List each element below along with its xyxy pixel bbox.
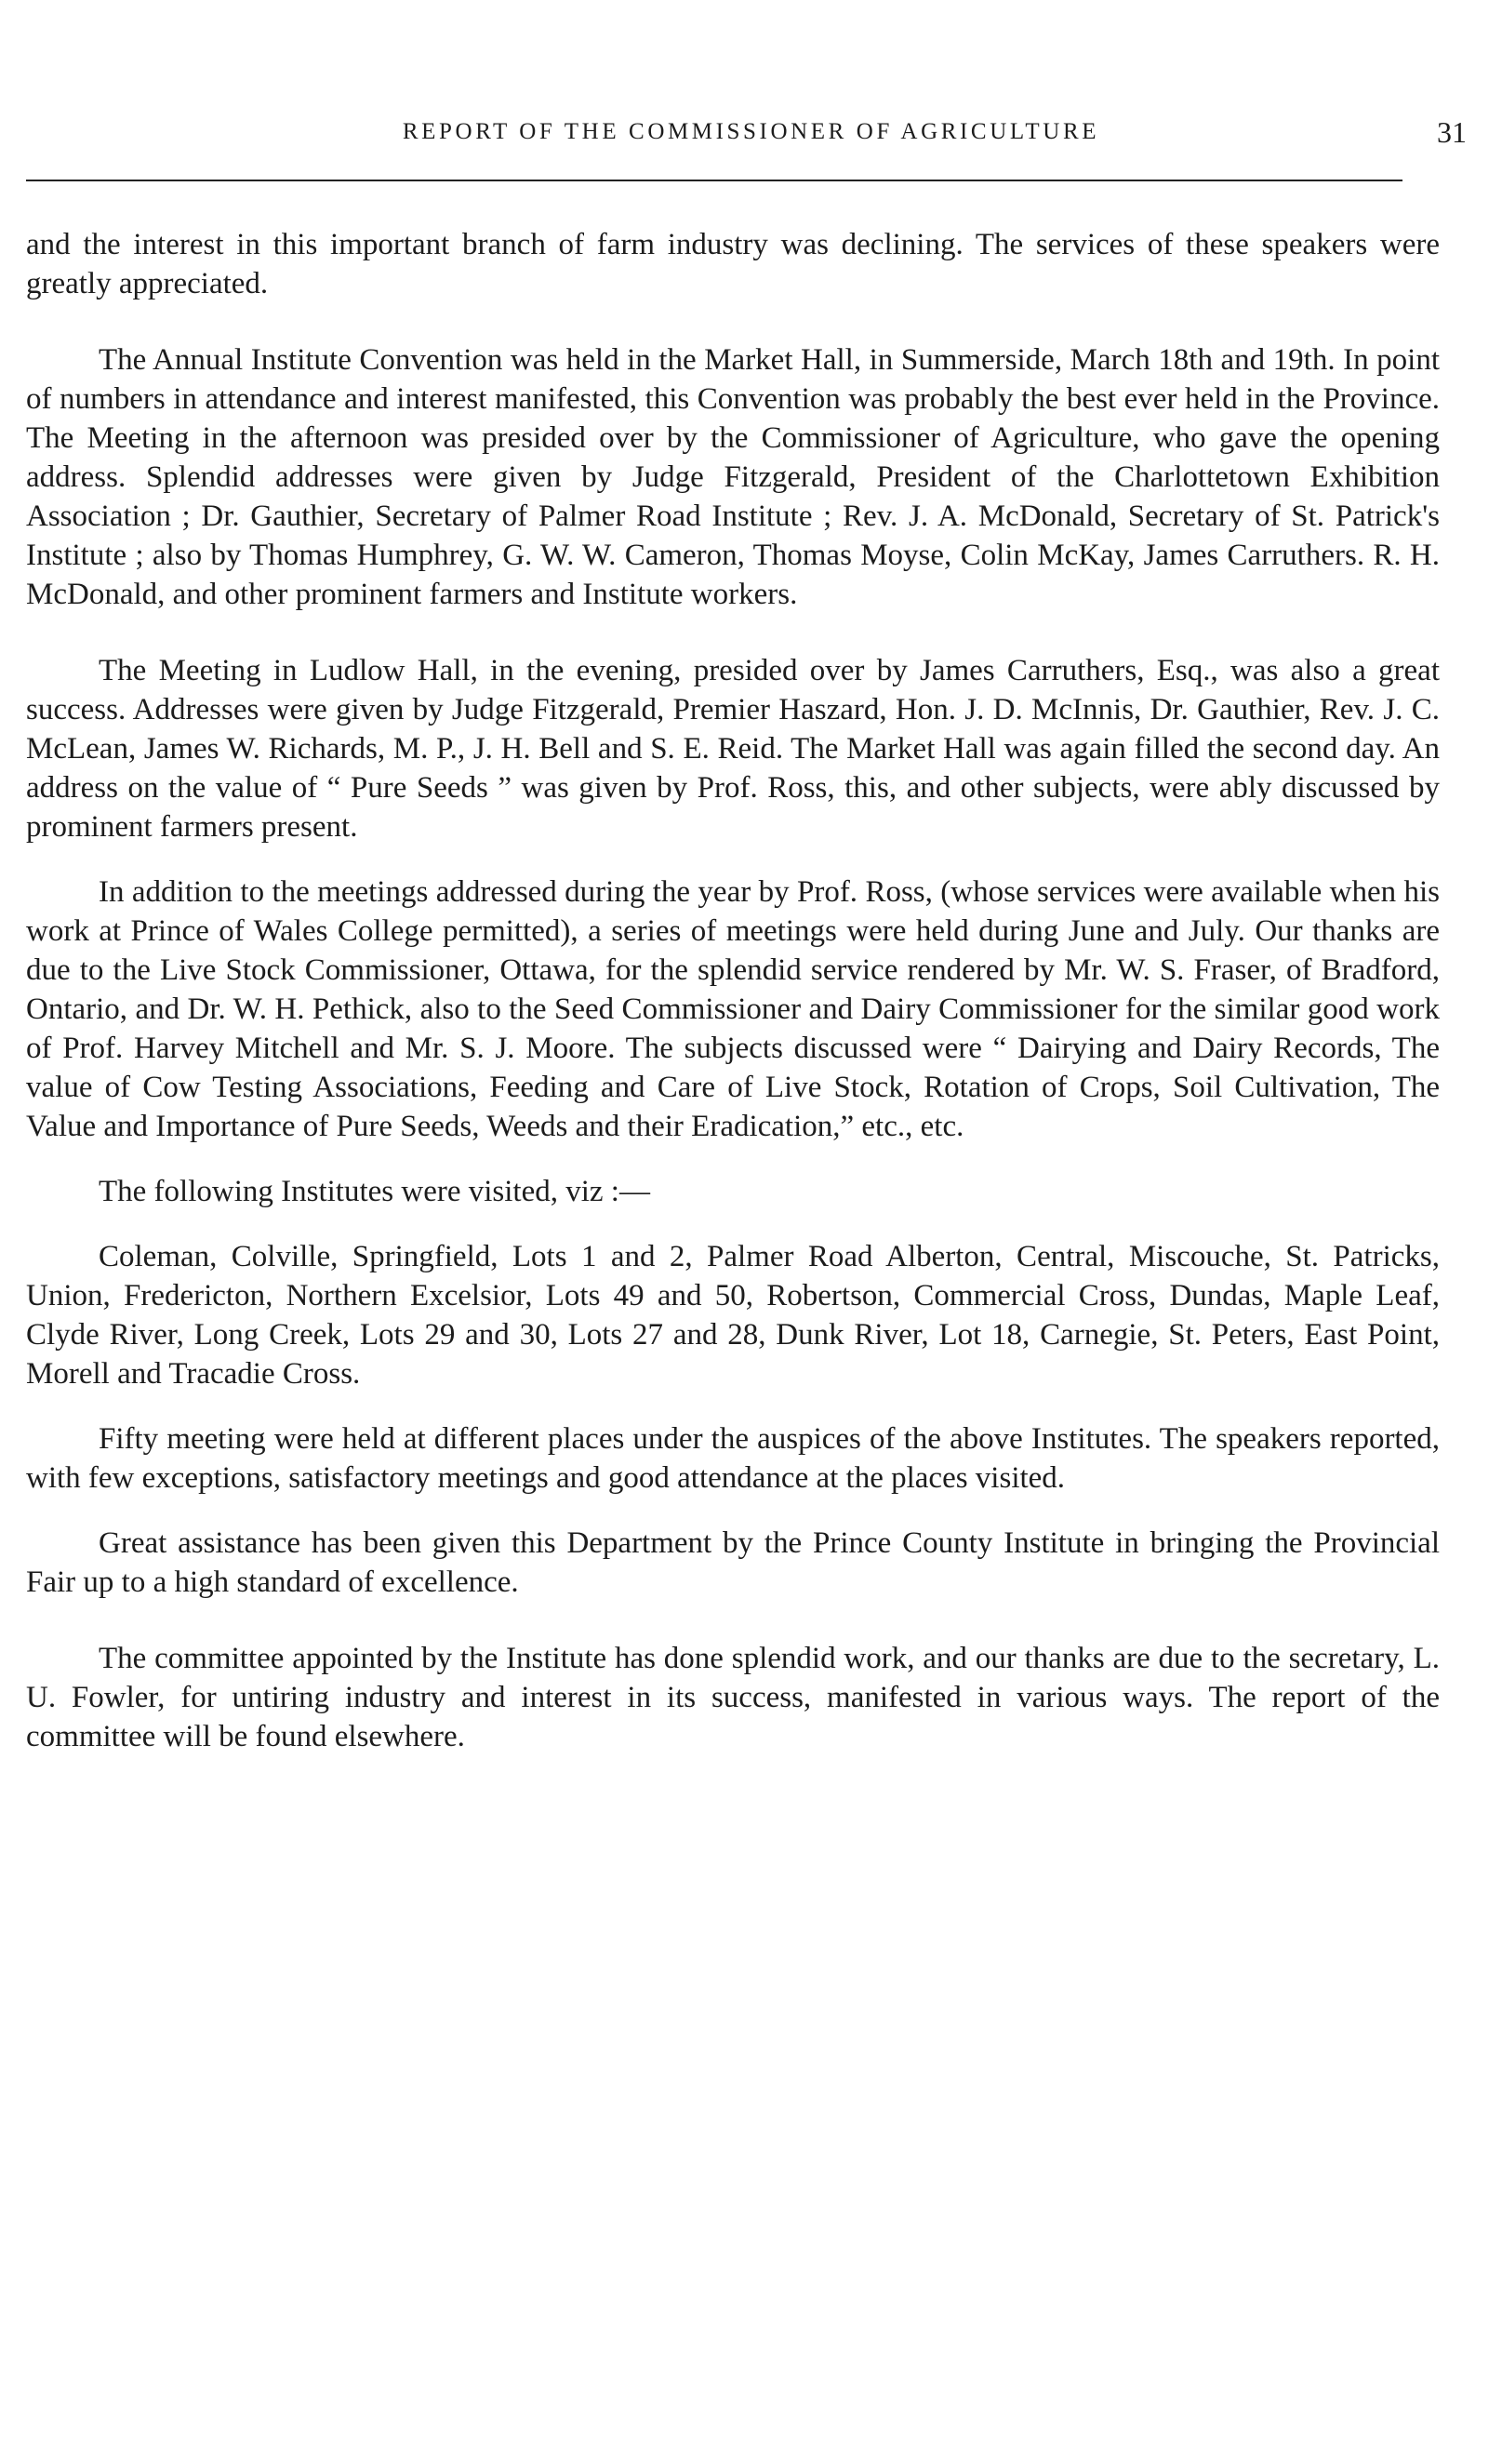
header-rule <box>26 180 1402 181</box>
paragraph-institutes-visited-intro: The following Institutes were visited, viz :— <box>99 1175 650 1208</box>
paragraph-committee: The committee appointed by the Institute has done splendid work, and our thanks are due to the secretary, L. U. Fowler, for untiring industry and interest in its success, manifested in various ways. The report of the committee will be found elsewhere. <box>26 1642 1440 1753</box>
paragraph-ludlow-hall: The Meeting in Ludlow Hall, in the evening, presided over by James Carruthers, Esq., was also a great success. Addresses were given by Judge Fitzgerald, Premier Haszard, Hon. J. D. McInnis, Dr. Gauthier, Rev. J. C. McLean, James W. Richards, M. P., J. H. Bell and S. E. Reid. The Market Hall was again filled the second day. An address on the value of “ Pure Seeds ” was given by Prof. Ross, this, and other subjects, were ably discussed by prominent farmers present. <box>26 654 1440 844</box>
paragraph-institutes-list: Coleman, Colville, Springfield, Lots 1 and 2, Palmer Road Alberton, Central, Miscouche, St. Patricks, Union, Fredericton, Northern Excelsior, Lots 49 and 50, Robertson, Commercial Cross, Dundas, Maple Leaf, Clyde River, Long Creek, Lots 29 and 30, Lots 27 and 28, Dunk River, Lot 18, Carnegie, St. Peters, East Point, Morell and Tracadie Cross. <box>26 1240 1440 1391</box>
paragraph-continuation: and the interest in this important branch of farm industry was declining. The services of these speakers were greatly appreciated. <box>26 228 1440 300</box>
paragraph-convention: The Annual Institute Convention was held in the Market Hall, in Summerside, March 18th and 19th. In point of numbers in attendance and interest manifested, this Convention was probably the best ever held in the Province. The Meeting in the afternoon was presided over by the Commissioner of Agriculture, who gave the opening address. Splendid addresses were given by Judge Fitzgerald, President of the Charlottetown Exhibition Association ; Dr. Gauthier, Secretary of Palmer Road Institute ; Rev. J. A. McDonald, Secretary of St. Patrick's Institute ; also by Thomas Humphrey, G. W. W. Cameron, Thomas Moyse, Colin McKay, James Carruthers. R. H. McDonald, and other prominent farmers and Institute workers. <box>26 343 1440 611</box>
paragraph-prince-county: Great assistance has been given this Department by the Prince County Institute in bringing the Provincial Fair up to a high standard of excellence. <box>26 1526 1440 1599</box>
body-text <box>26 225 1440 1756</box>
paragraph-fifty-meetings: Fifty meeting were held at different places under the auspices of the above Institutes. The speakers reported, with few exceptions, satisfactory meetings and good attendance at the places visited. <box>26 1422 1440 1495</box>
page-number: 31 <box>1437 115 1467 149</box>
running-title: REPORT OF THE COMMISSIONER OF AGRICULTURE <box>402 119 1100 144</box>
page-header <box>26 115 1476 166</box>
paragraph-additional-meetings: In addition to the meetings addressed during the year by Prof. Ross, (whose services were available when his work at Prince of Wales College permitted), a series of meetings were held during June and July. Our thanks are due to the Live Stock Commissioner, Ottawa, for the splendid service rendered by Mr. W. S. Fraser, of Bradford, Ontario, and Dr. W. H. Pethick, also to the Seed Commissioner and Dairy Commissioner for the similar good work of Prof. Harvey Mitchell and Mr. S. J. Moore. The subjects discussed were “ Dairying and Dairy Records, The value of Cow Testing Associations, Feeding and Care of Live Stock, Rotation of Crops, Soil Cultivation, The Value and Importance of Pure Seeds, Weeds and their Eradication,” etc., etc. <box>26 875 1440 1143</box>
